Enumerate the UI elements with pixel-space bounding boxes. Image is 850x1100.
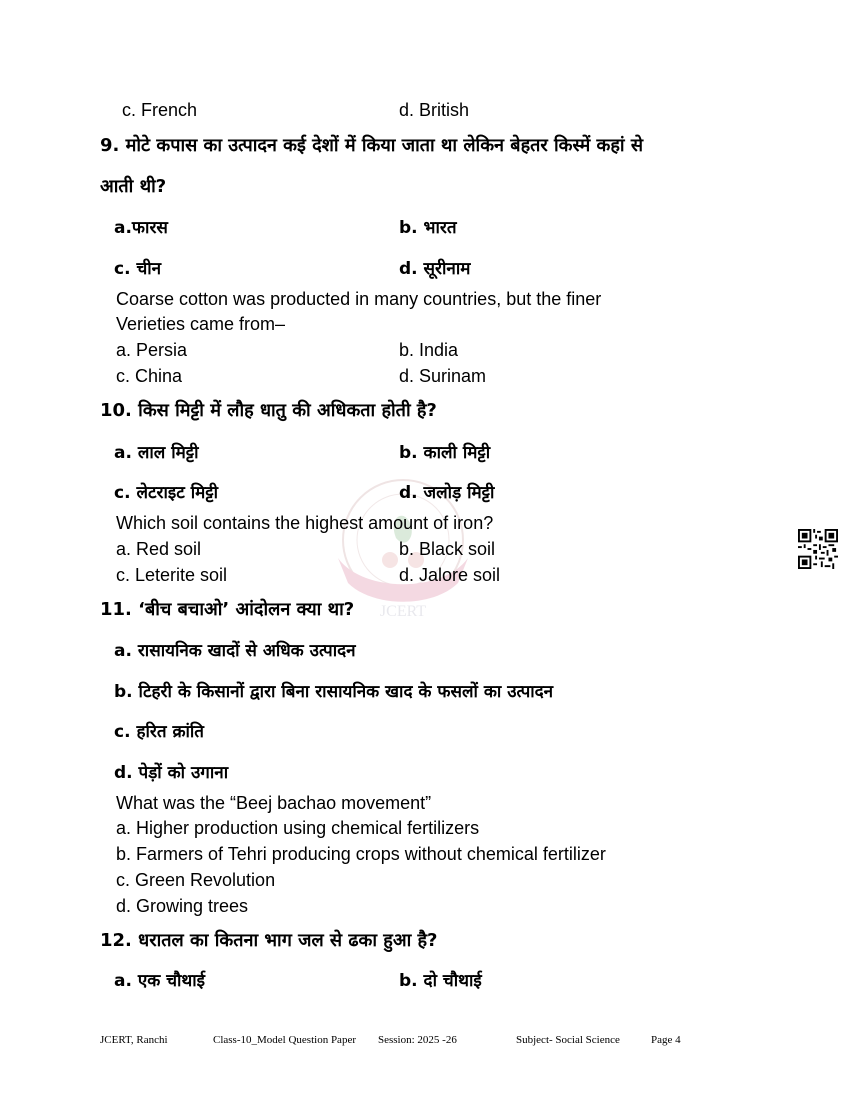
- q8-option-d: d. British: [399, 100, 470, 120]
- q9-hindi-option-c: c. चीन: [114, 259, 162, 279]
- footer-class: Class-10_Model Question Paper: [213, 1034, 356, 1046]
- q10-hindi-option-c: c. लेटराइट मिट्टी: [114, 483, 219, 503]
- q10-hindi-option-b: b. काली मिट्टी: [399, 443, 491, 463]
- footer-subject: Subject- Social Science: [516, 1034, 620, 1046]
- q12-hindi-option-b: b. दो चौथाई: [399, 971, 482, 991]
- q9-hindi-option-d: d. सूरीनाम: [399, 259, 471, 279]
- q10-english-option-d: d. Jalore soil: [399, 565, 501, 585]
- q10-english-option-a: a. Red soil: [116, 539, 202, 559]
- q9-english-option-d: d. Surinam: [399, 366, 487, 386]
- q10-hindi-option-a: a. लाल मिट्टी: [114, 443, 199, 463]
- q11-english-option-b: b. Farmers of Tehri producing crops without chemical fertilizer: [116, 844, 606, 864]
- q9-english-question-line1: Coarse cotton was producted in many countries, but the finer: [116, 289, 602, 309]
- q11-english-option-a: a. Higher production using chemical fertilizers: [116, 818, 480, 838]
- q11-english-question: What was the “Beej bachao movement”: [116, 793, 432, 813]
- q12-hindi-question: 12. धरातल का कितना भाग जल से ढका हुआ है?: [100, 930, 438, 951]
- footer-org: JCERT, Ranchi: [100, 1034, 168, 1046]
- q11-hindi-question: 11. ‘बीच बचाओ’ आंदोलन क्या था?: [100, 599, 355, 620]
- q10-hindi-option-d: d. जलोड़ मिट्टी: [399, 483, 495, 503]
- q11-english-option-c: c. Green Revolution: [116, 870, 276, 890]
- q10-hindi-question: 10. किस मिट्टी में लौह धातु की अधिकता होती है?: [100, 400, 437, 421]
- q9-english-option-a: a. Persia: [116, 340, 188, 360]
- q9-english-question-line2: Verieties came from–: [116, 314, 286, 334]
- q10-english-question: Which soil contains the highest amount of iron?: [116, 513, 494, 533]
- footer-session: Session: 2025 -26: [378, 1034, 457, 1046]
- q11-hindi-option-d: d. पेड़ों को उगाना: [114, 763, 229, 783]
- q10-english-option-b: b. Black soil: [399, 539, 496, 559]
- q9-hindi-option-a: a.फारस: [114, 218, 168, 238]
- q11-hindi-option-b: b. टिहरी के किसानों द्वारा बिना रासायनिक खाद के फसलों का उत्पादन: [114, 682, 554, 702]
- watermark-text: JCERT: [379, 603, 427, 620]
- q12-hindi-option-a: a. एक चौथाई: [114, 971, 206, 991]
- q11-english-option-d: d. Growing trees: [116, 896, 249, 916]
- q9-hindi-question-line1: 9. मोटे कपास का उत्पादन कई देशों में किया जाता था लेकिन बेहतर किस्में कहां से: [100, 135, 644, 156]
- q9-hindi-option-b: b. भारत: [399, 218, 457, 238]
- footer-page-number: Page 4: [651, 1034, 681, 1046]
- q9-english-option-c: c. China: [116, 366, 183, 386]
- q9-english-option-b: b. India: [399, 340, 459, 360]
- q9-hindi-question-line2: आती थी?: [100, 176, 167, 197]
- qr-code-icon: [798, 529, 838, 569]
- q11-hindi-option-c: c. हरित क्रांति: [114, 722, 204, 742]
- q10-english-option-c: c. Leterite soil: [116, 565, 228, 585]
- q11-hindi-option-a: a. रासायनिक खादों से अधिक उत्पादन: [114, 641, 356, 661]
- q8-option-c: c. French: [122, 100, 198, 120]
